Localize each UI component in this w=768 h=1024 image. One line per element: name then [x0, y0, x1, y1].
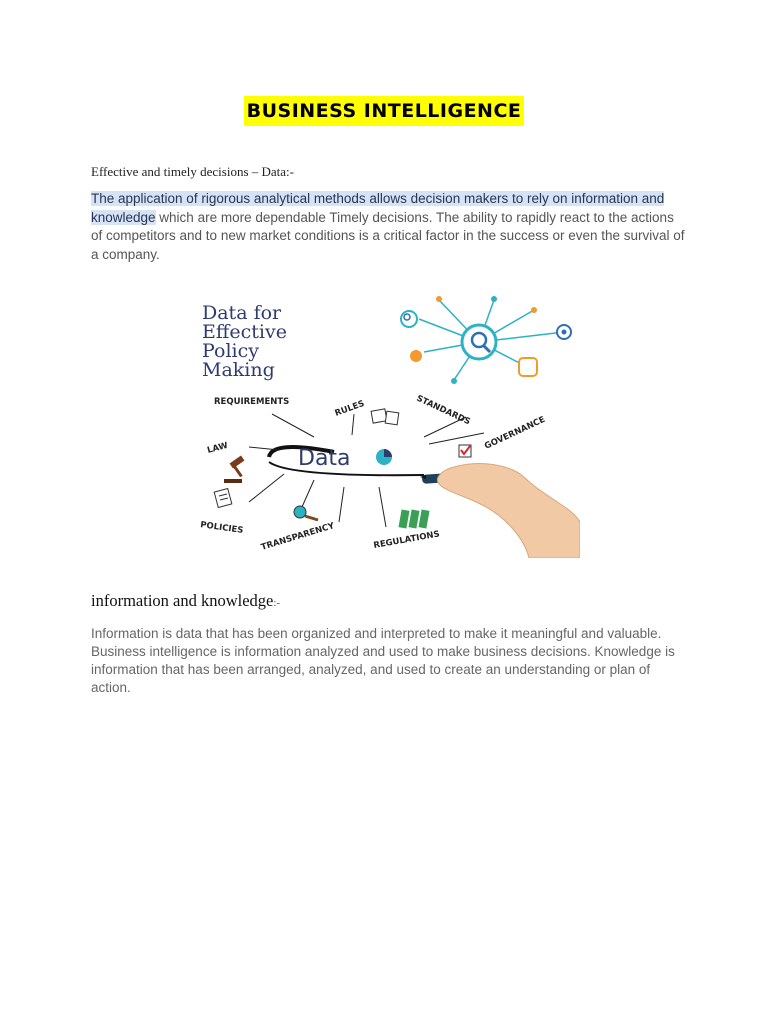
money-icon	[398, 509, 429, 528]
figure-title	[202, 302, 287, 381]
label-policies: POLICIES	[199, 520, 244, 537]
policies-document-icon	[214, 488, 232, 507]
label-requirements: REQUIREMENTS	[214, 397, 290, 407]
hand-with-marker-icon	[420, 464, 580, 558]
rules-icon	[371, 409, 399, 425]
section1-heading: Effective and timely decisions – Data:-	[91, 164, 294, 179]
section2-heading-text: information and knowledge	[91, 591, 274, 610]
law-gavel-icon	[224, 456, 244, 483]
highlighted-text: The application of rigorous analytical methods allows decision makers to rely on information and knowledge	[91, 191, 665, 225]
label-governance: GOVERNANCE	[483, 414, 547, 452]
checklist-icon	[459, 445, 471, 457]
figure-title-line-3: Policy	[202, 340, 259, 362]
label-rules: RULES	[333, 398, 366, 419]
label-law: LAW	[206, 440, 230, 456]
section2-paragraph: Information is data that has been organized and interpreted to make it meaningful and valuable. Business intelligence is information analyzed and used to make business decisions. Knowledge is information that has been arranged, analyzed, and used to create an understanding or plan of action.	[91, 626, 675, 695]
section1-paragraph	[91, 190, 686, 264]
figure-title-line-1: Data for	[202, 302, 282, 324]
data-policy-figure	[194, 292, 580, 558]
paragraph-rest: which are more dependable Timely decisions. The ability to rapidly react to the actions of competitors and to new market conditions is a critical factor in the success or even the survival of a company.	[91, 209, 685, 262]
pie-chart-icon	[376, 449, 392, 465]
magnifier-icon	[294, 506, 318, 520]
center-data-label: Data	[298, 446, 351, 471]
network-icon	[401, 296, 571, 384]
figure-title-line-4: Making	[202, 359, 275, 381]
label-standards: STANDARDS	[414, 393, 472, 428]
title-container	[0, 96, 768, 126]
label-regulations: REGULATIONS	[372, 529, 441, 551]
label-transparency: TRANSPARENCY	[259, 521, 336, 553]
section2-heading	[91, 591, 280, 611]
page-title: BUSINESS INTELLIGENCE	[244, 96, 525, 126]
figure-title-line-2: Effective	[202, 321, 287, 343]
section2-heading-suffix: :-	[273, 597, 281, 609]
